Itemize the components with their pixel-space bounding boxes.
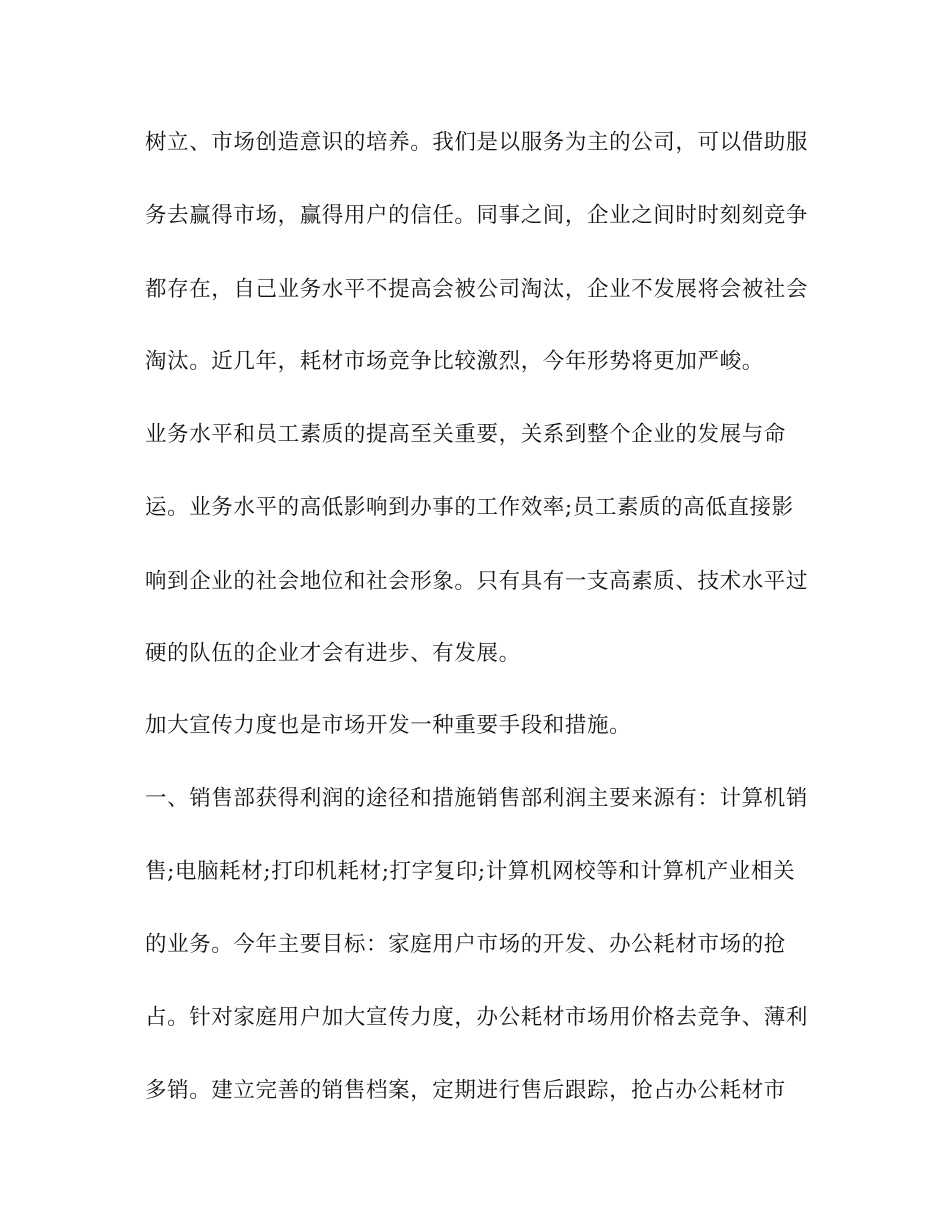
text-line: 一、销售部获得利润的途径和措施销售部利润主要来源有：计算机销 (145, 786, 809, 811)
text-line: 淘汰。近几年，耗材市场竞争比较激烈，今年形势将更加严峻。 (145, 349, 764, 374)
text-line: 树立、市场创造意识的培养。我们是以服务为主的公司，可以借助服 (145, 130, 809, 155)
text-line: 售;电脑耗材;打印机耗材;打字复印;计算机网校等和计算机产业相关 (145, 859, 796, 884)
text-line: 务去赢得市场，赢得用户的信任。同事之间，企业之间时时刻刻竞争 (145, 203, 809, 228)
text-line: 运。业务水平的高低影响到办事的工作效率;员工素质的高低直接影 (145, 495, 794, 520)
text-line: 的业务。今年主要目标：家庭用户市场的开发、办公耗材市场的抢 (145, 932, 786, 957)
text-line: 加大宣传力度也是市场开发一种重要手段和措施。 (145, 713, 632, 738)
text-line: 多销。建立完善的销售档案，定期进行售后跟踪，抢占办公耗材市 (145, 1078, 786, 1103)
text-line: 占。针对家庭用户加大宣传力度，办公耗材市场用价格去竞争、薄利 (145, 1005, 809, 1030)
text-line: 都存在，自己业务水平不提高会被公司淘汰，企业不发展将会被社会 (145, 277, 809, 302)
text-line: 业务水平和员工素质的提高至关重要，关系到整个企业的发展与命 (145, 422, 786, 447)
text-line: 响到企业的社会地位和社会形象。只有具有一支高素质、技术水平过 (145, 569, 809, 594)
text-line: 硬的队伍的企业才会有进步、有发展。 (145, 641, 521, 666)
